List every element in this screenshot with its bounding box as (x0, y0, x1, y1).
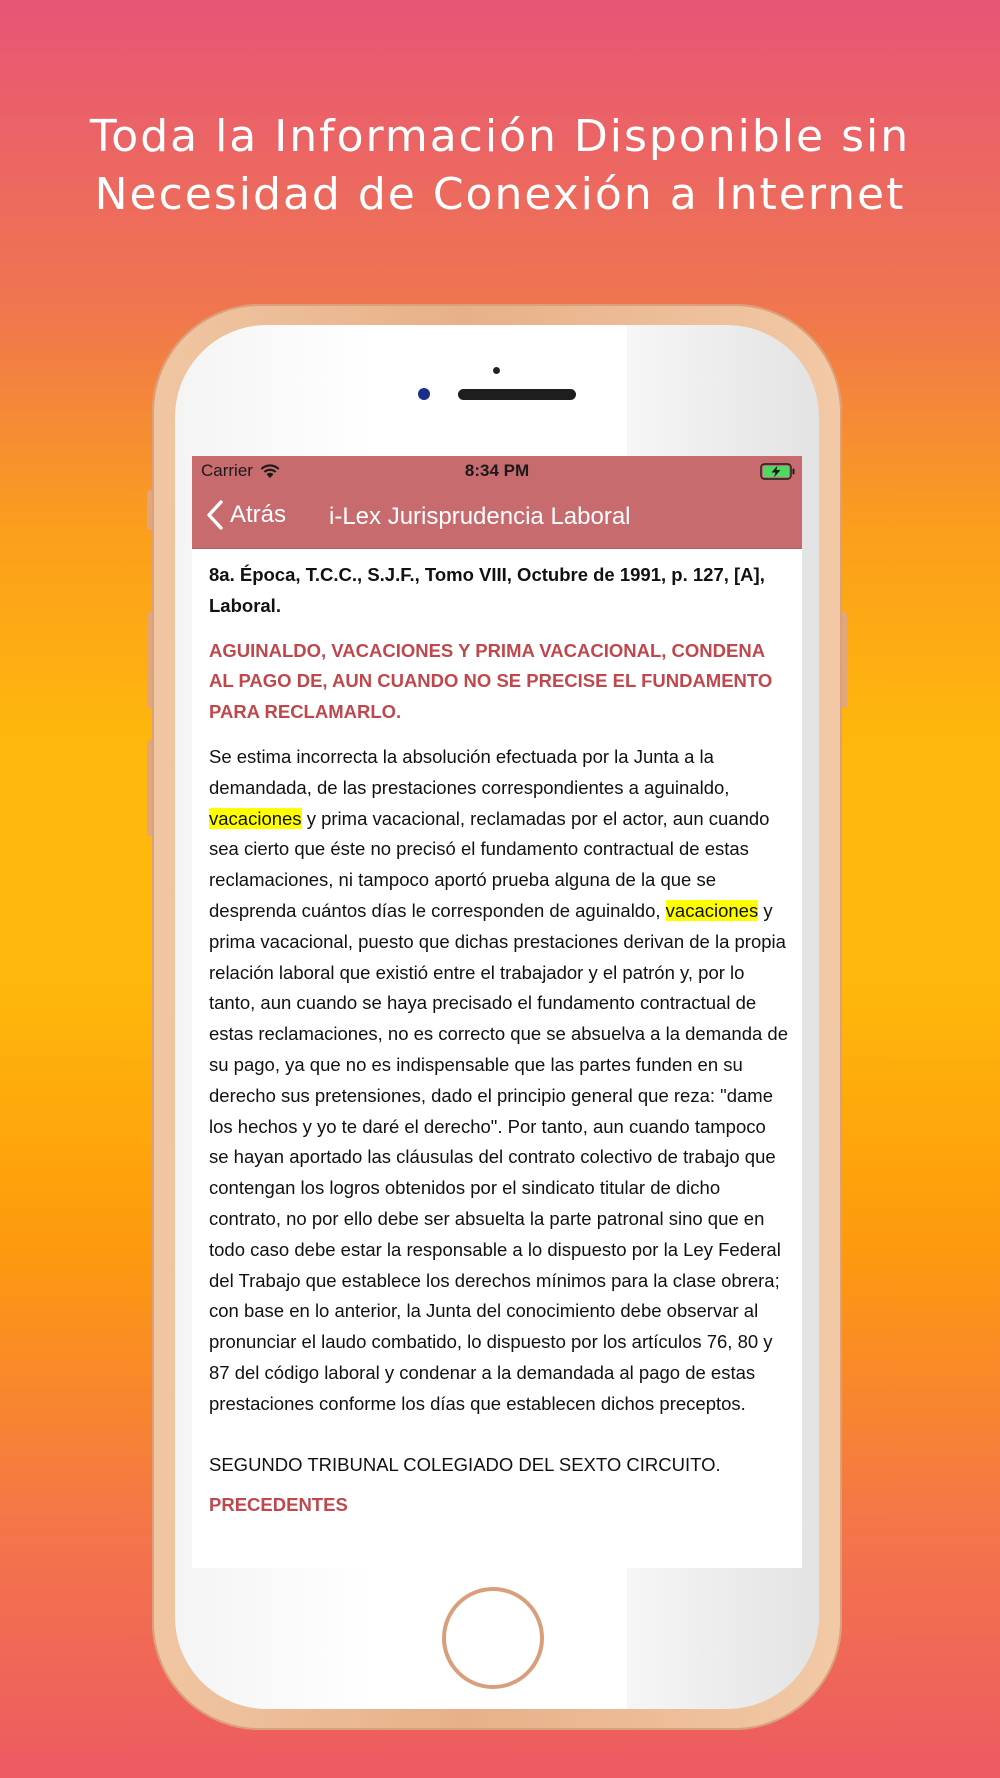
back-button-label: Atrás (230, 501, 287, 528)
status-bar (192, 456, 802, 486)
battery-charging-icon (760, 463, 796, 480)
nav-title: i-Lex Jurisprudencia Laboral (329, 503, 631, 530)
home-button[interactable] (442, 1587, 544, 1689)
body-text-part-2: y prima vacacional, reclamadas por el actor, aun cuando sea cierto que éste no precisó el fundamento contractual de estas reclamaciones, ni tampoco aportó prueba alguna de la que se desprenda cuántos días le corresponden de aguinaldo, (209, 807, 770, 921)
app-screen (192, 456, 802, 1568)
status-time: 8:34 PM (464, 461, 530, 480)
promo-headline (0, 108, 1000, 224)
body-text-part-3: y prima vacacional, puesto que dichas prestaciones derivan de la propia relación laboral que existió entre el trabajador y el patrón y, por lo tanto, aun cuando se haya precisado el fundamento contractual de estas reclamaciones, no es correcto que se absuelva a la demanda de su pago, ya que no es indispensable que las partes funden en su derecho sus pretensiones, dado el principio general que reza: "dame los hechos y yo te daré el derecho". Por tanto, aun cuando tampoco se hayan aportado las cláusulas del contrato colectivo de trabajo que contengan los logros obtenidos por el sindicato titular de dicho contrato, no por ello debe ser absuelta la parte patronal sino que en todo caso debe estar la responsable a lo dispuesto por la Ley Federal del Trabajo que establece los derechos mínimos para la clase obrera; con base en lo anterior, la Junta del conocimiento debe observar al pronunciar el laudo combatido, lo dispuesto por los artículos 76, 80 y 87 del código laboral y condenar a la demandada al pago de estas prestaciones conforme los días que establecen dichos preceptos. (209, 899, 788, 1414)
document-content (209, 560, 789, 1521)
earpiece-speaker (458, 389, 576, 400)
body-text-part-1: Se estima incorrecta la absolución efectuada por la Junta a la demandada, de las prestaciones correspondientes a aguinaldo, (209, 745, 730, 798)
carrier-label: Carrier (201, 461, 253, 480)
back-button[interactable] (206, 500, 286, 530)
headline-line-2: Necesidad de Conexión a Internet (94, 169, 906, 220)
chevron-left-icon (206, 500, 224, 530)
thesis-body (209, 742, 789, 1420)
search-highlight: vacaciones (209, 807, 302, 829)
citation: 8a. Época, T.C.C., S.J.F., Tomo VIII, Octubre de 1991, p. 127, [A], Laboral. (209, 564, 765, 616)
thesis-title: AGUINALDO, VACACIONES Y PRIMA VACACIONAL, CONDENA AL PAGO DE, AUN CUANDO NO SE PRECISE EL FUNDAMENTO PARA RECLAMARLO. (209, 639, 773, 723)
front-camera (418, 388, 430, 400)
navigation-bar (192, 486, 802, 549)
tribunal-name: SEGUNDO TRIBUNAL COLEGIADO DEL SEXTO CIRCUITO. (209, 1453, 721, 1475)
precedentes-heading: PRECEDENTES (209, 1494, 348, 1516)
proximity-sensor (493, 367, 500, 374)
search-highlight: vacaciones (665, 899, 759, 921)
headline-line-1: Toda la Información Disponible sin (89, 111, 911, 162)
